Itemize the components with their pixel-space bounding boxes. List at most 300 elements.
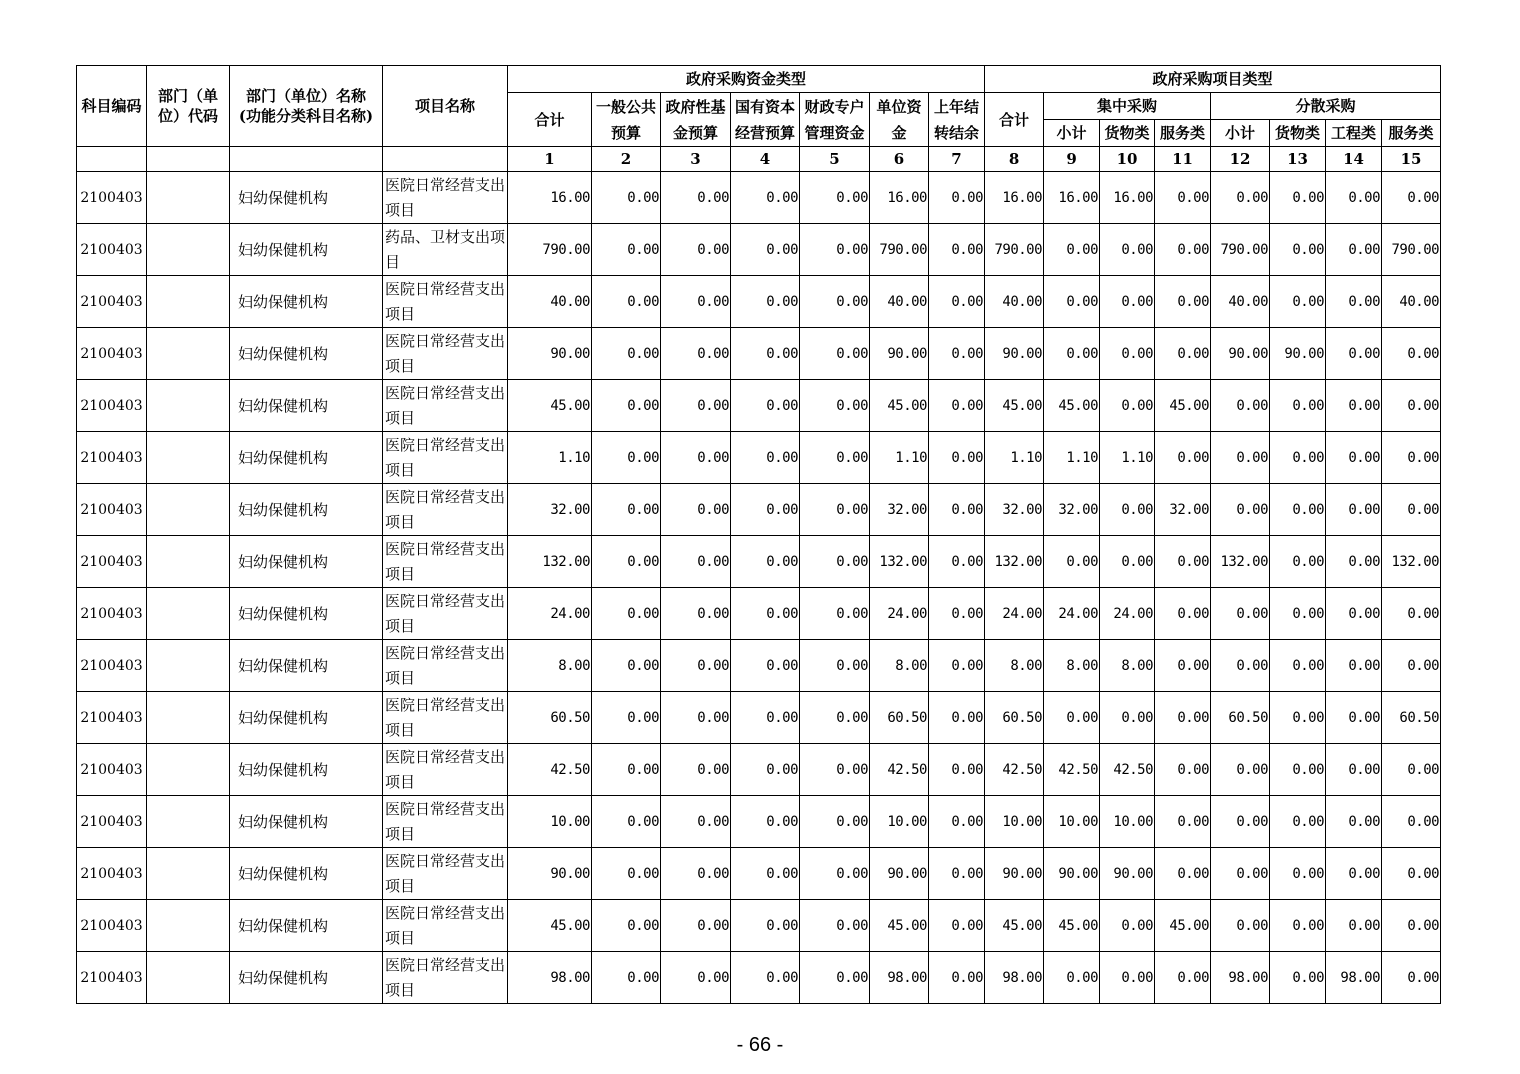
cell-subject-code: 2100403 bbox=[77, 172, 147, 224]
cell-value-col-13: 0.00 bbox=[1270, 432, 1326, 484]
cell-value-col-13: 0.00 bbox=[1270, 900, 1326, 952]
cell-value-col-5: 0.00 bbox=[800, 328, 870, 380]
cell-subject-code: 2100403 bbox=[77, 588, 147, 640]
cell-value-col-9: 16.00 bbox=[1044, 172, 1100, 224]
cell-value-col-7: 0.00 bbox=[929, 380, 985, 432]
cell-value-col-11: 0.00 bbox=[1155, 952, 1211, 1004]
cell-subject-code: 2100403 bbox=[77, 848, 147, 900]
cell-value-col-13: 0.00 bbox=[1270, 484, 1326, 536]
cell-value-col-1: 45.00 bbox=[508, 380, 592, 432]
cell-value-col-10: 0.00 bbox=[1100, 484, 1155, 536]
cell-value-col-14: 0.00 bbox=[1326, 588, 1382, 640]
cell-value-col-8: 132.00 bbox=[985, 536, 1044, 588]
cell-value-col-5: 0.00 bbox=[800, 276, 870, 328]
cell-value-col-13: 0.00 bbox=[1270, 848, 1326, 900]
cell-value-col-11: 0.00 bbox=[1155, 692, 1211, 744]
header-col-number: 1 bbox=[508, 147, 592, 172]
cell-value-col-14: 0.00 bbox=[1326, 536, 1382, 588]
cell-value-col-5: 0.00 bbox=[800, 484, 870, 536]
table-row bbox=[77, 796, 1441, 848]
cell-value-col-5: 0.00 bbox=[800, 900, 870, 952]
header-fund-line2: 金预算 bbox=[672, 123, 718, 142]
cell-value-col-7: 0.00 bbox=[929, 744, 985, 796]
cell-value-col-14: 0.00 bbox=[1326, 172, 1382, 224]
cell-value-col-4: 0.00 bbox=[731, 484, 800, 536]
cell-value-col-12: 40.00 bbox=[1211, 276, 1270, 328]
cell-value-col-8: 45.00 bbox=[985, 900, 1044, 952]
cell-value-col-10: 0.00 bbox=[1100, 952, 1155, 1004]
cell-value-col-11: 0.00 bbox=[1155, 328, 1211, 380]
table-row bbox=[77, 536, 1441, 588]
cell-value-col-2: 0.00 bbox=[592, 224, 661, 276]
cell-unit-name: 妇幼保健机构 bbox=[230, 692, 383, 744]
cell-value-col-4: 0.00 bbox=[731, 380, 800, 432]
header-decentral-sub: 小计 bbox=[1211, 120, 1270, 147]
cell-value-col-3: 0.00 bbox=[661, 796, 731, 848]
cell-value-col-11: 0.00 bbox=[1155, 172, 1211, 224]
header-col-number: 11 bbox=[1155, 147, 1211, 172]
table-row bbox=[77, 172, 1441, 224]
cell-value-col-13: 0.00 bbox=[1270, 796, 1326, 848]
cell-value-col-5: 0.00 bbox=[800, 848, 870, 900]
cell-value-col-5: 0.00 bbox=[800, 952, 870, 1004]
cell-value-col-11: 0.00 bbox=[1155, 432, 1211, 484]
header-fund-6 bbox=[870, 93, 929, 147]
cell-value-col-12: 0.00 bbox=[1211, 484, 1270, 536]
cell-value-col-2: 0.00 bbox=[592, 744, 661, 796]
cell-value-col-11: 0.00 bbox=[1155, 848, 1211, 900]
cell-subject-code: 2100403 bbox=[77, 328, 147, 380]
header-col-number: 10 bbox=[1100, 147, 1155, 172]
header-col-number: 13 bbox=[1270, 147, 1326, 172]
cell-value-col-3: 0.00 bbox=[661, 536, 731, 588]
cell-dept-code bbox=[147, 848, 230, 900]
cell-value-col-5: 0.00 bbox=[800, 692, 870, 744]
cell-dept-code bbox=[147, 276, 230, 328]
header-central-sub: 货物类 bbox=[1100, 120, 1155, 147]
header-fund-4 bbox=[731, 93, 800, 147]
cell-value-col-12: 90.00 bbox=[1211, 328, 1270, 380]
cell-value-col-13: 0.00 bbox=[1270, 640, 1326, 692]
cell-dept-code bbox=[147, 588, 230, 640]
cell-value-col-4: 0.00 bbox=[731, 588, 800, 640]
cell-value-col-8: 45.00 bbox=[985, 380, 1044, 432]
table-row bbox=[77, 276, 1441, 328]
cell-dept-code bbox=[147, 640, 230, 692]
header-group-project-type: 政府采购项目类型 bbox=[985, 66, 1441, 93]
page-number: - 66 - bbox=[736, 1034, 784, 1056]
cell-value-col-1: 24.00 bbox=[508, 588, 592, 640]
cell-value-col-4: 0.00 bbox=[731, 172, 800, 224]
cell-value-col-7: 0.00 bbox=[929, 848, 985, 900]
cell-project-name: 医院日常经营支出项目 bbox=[383, 588, 508, 640]
cell-value-col-3: 0.00 bbox=[661, 224, 731, 276]
cell-value-col-5: 0.00 bbox=[800, 744, 870, 796]
header-dept-name-line2: (功能分类科目名称) bbox=[238, 107, 374, 125]
cell-value-col-1: 42.50 bbox=[508, 744, 592, 796]
header-col-number: 2 bbox=[592, 147, 661, 172]
cell-project-name: 医院日常经营支出项目 bbox=[383, 796, 508, 848]
cell-value-col-6: 1.10 bbox=[870, 432, 929, 484]
cell-unit-name: 妇幼保健机构 bbox=[230, 640, 383, 692]
cell-value-col-15: 0.00 bbox=[1382, 380, 1441, 432]
cell-value-col-8: 98.00 bbox=[985, 952, 1044, 1004]
cell-value-col-1: 60.50 bbox=[508, 692, 592, 744]
cell-value-col-10: 0.00 bbox=[1100, 224, 1155, 276]
cell-value-col-8: 90.00 bbox=[985, 328, 1044, 380]
table-row bbox=[77, 588, 1441, 640]
cell-value-col-7: 0.00 bbox=[929, 276, 985, 328]
header-central-sub: 小计 bbox=[1044, 120, 1100, 147]
cell-value-col-15: 0.00 bbox=[1382, 744, 1441, 796]
cell-value-col-11: 45.00 bbox=[1155, 900, 1211, 952]
cell-value-col-2: 0.00 bbox=[592, 588, 661, 640]
cell-value-col-1: 10.00 bbox=[508, 796, 592, 848]
header-col-number: 5 bbox=[800, 147, 870, 172]
cell-value-col-13: 0.00 bbox=[1270, 588, 1326, 640]
table-row bbox=[77, 640, 1441, 692]
cell-value-col-10: 0.00 bbox=[1100, 536, 1155, 588]
cell-unit-name: 妇幼保健机构 bbox=[230, 484, 383, 536]
cell-subject-code: 2100403 bbox=[77, 744, 147, 796]
cell-value-col-4: 0.00 bbox=[731, 276, 800, 328]
cell-value-col-13: 0.00 bbox=[1270, 276, 1326, 328]
cell-value-col-11: 45.00 bbox=[1155, 380, 1211, 432]
cell-project-name: 医院日常经营支出项目 bbox=[383, 692, 508, 744]
cell-project-name: 医院日常经营支出项目 bbox=[383, 328, 508, 380]
cell-value-col-10: 0.00 bbox=[1100, 380, 1155, 432]
cell-value-col-7: 0.00 bbox=[929, 796, 985, 848]
header-col-number: 7 bbox=[929, 147, 985, 172]
cell-value-col-4: 0.00 bbox=[731, 900, 800, 952]
cell-value-col-1: 40.00 bbox=[508, 276, 592, 328]
cell-dept-code bbox=[147, 484, 230, 536]
cell-dept-code bbox=[147, 224, 230, 276]
cell-value-col-3: 0.00 bbox=[661, 640, 731, 692]
cell-value-col-4: 0.00 bbox=[731, 536, 800, 588]
header-col-number: 14 bbox=[1326, 147, 1382, 172]
cell-project-name: 医院日常经营支出项目 bbox=[383, 276, 508, 328]
header-fund-5 bbox=[800, 93, 870, 147]
cell-value-col-11: 0.00 bbox=[1155, 224, 1211, 276]
cell-value-col-8: 1.10 bbox=[985, 432, 1044, 484]
header-dept-name-line1: 部门（单位）名称 bbox=[245, 87, 366, 105]
cell-value-col-5: 0.00 bbox=[800, 536, 870, 588]
cell-value-col-14: 0.00 bbox=[1326, 380, 1382, 432]
cell-value-col-8: 24.00 bbox=[985, 588, 1044, 640]
cell-value-col-14: 0.00 bbox=[1326, 900, 1382, 952]
cell-project-name: 医院日常经营支出项目 bbox=[383, 744, 508, 796]
cell-value-col-9: 42.50 bbox=[1044, 744, 1100, 796]
cell-value-col-13: 0.00 bbox=[1270, 692, 1326, 744]
cell-value-col-1: 8.00 bbox=[508, 640, 592, 692]
cell-value-col-2: 0.00 bbox=[592, 172, 661, 224]
cell-value-col-8: 40.00 bbox=[985, 276, 1044, 328]
cell-dept-code bbox=[147, 744, 230, 796]
cell-value-col-9: 32.00 bbox=[1044, 484, 1100, 536]
cell-value-col-7: 0.00 bbox=[929, 640, 985, 692]
cell-project-name: 医院日常经营支出项目 bbox=[383, 172, 508, 224]
cell-value-col-12: 132.00 bbox=[1211, 536, 1270, 588]
cell-unit-name: 妇幼保健机构 bbox=[230, 536, 383, 588]
cell-value-col-4: 0.00 bbox=[731, 224, 800, 276]
cell-value-col-13: 0.00 bbox=[1270, 172, 1326, 224]
cell-value-col-9: 45.00 bbox=[1044, 380, 1100, 432]
cell-value-col-2: 0.00 bbox=[592, 328, 661, 380]
cell-value-col-10: 0.00 bbox=[1100, 900, 1155, 952]
cell-value-col-13: 90.00 bbox=[1270, 328, 1326, 380]
cell-value-col-5: 0.00 bbox=[800, 796, 870, 848]
cell-value-col-14: 0.00 bbox=[1326, 640, 1382, 692]
cell-value-col-6: 8.00 bbox=[870, 640, 929, 692]
cell-value-col-14: 98.00 bbox=[1326, 952, 1382, 1004]
cell-value-col-3: 0.00 bbox=[661, 952, 731, 1004]
cell-value-col-3: 0.00 bbox=[661, 588, 731, 640]
cell-value-col-9: 90.00 bbox=[1044, 848, 1100, 900]
header-fund-1 bbox=[508, 93, 592, 147]
header-fund-line1: 上年结 bbox=[934, 97, 980, 116]
cell-value-col-13: 0.00 bbox=[1270, 536, 1326, 588]
cell-value-col-8: 42.50 bbox=[985, 744, 1044, 796]
cell-project-name: 医院日常经营支出项目 bbox=[383, 900, 508, 952]
cell-value-col-2: 0.00 bbox=[592, 952, 661, 1004]
cell-value-col-7: 0.00 bbox=[929, 536, 985, 588]
cell-value-col-11: 0.00 bbox=[1155, 536, 1211, 588]
cell-unit-name: 妇幼保健机构 bbox=[230, 380, 383, 432]
cell-dept-code bbox=[147, 328, 230, 380]
cell-value-col-8: 90.00 bbox=[985, 848, 1044, 900]
cell-subject-code: 2100403 bbox=[77, 276, 147, 328]
cell-value-col-5: 0.00 bbox=[800, 432, 870, 484]
header-fund-line1: 合计 bbox=[534, 110, 565, 129]
cell-dept-code bbox=[147, 952, 230, 1004]
table-row bbox=[77, 380, 1441, 432]
header-col-number: 6 bbox=[870, 147, 929, 172]
cell-value-col-12: 0.00 bbox=[1211, 432, 1270, 484]
cell-value-col-12: 0.00 bbox=[1211, 900, 1270, 952]
cell-value-col-3: 0.00 bbox=[661, 432, 731, 484]
header-col-number: 3 bbox=[661, 147, 731, 172]
cell-value-col-15: 0.00 bbox=[1382, 328, 1441, 380]
header-fund-line1: 政府性基 bbox=[665, 97, 726, 116]
cell-value-col-2: 0.00 bbox=[592, 484, 661, 536]
header-fund-line2: 管理资金 bbox=[804, 123, 865, 142]
cell-project-name: 医院日常经营支出项目 bbox=[383, 380, 508, 432]
header-col-number: 9 bbox=[1044, 147, 1100, 172]
cell-value-col-1: 45.00 bbox=[508, 900, 592, 952]
cell-value-col-6: 45.00 bbox=[870, 380, 929, 432]
cell-value-col-5: 0.00 bbox=[800, 640, 870, 692]
cell-value-col-9: 1.10 bbox=[1044, 432, 1100, 484]
cell-value-col-4: 0.00 bbox=[731, 796, 800, 848]
header-fund-line2: 预算 bbox=[610, 123, 641, 142]
cell-dept-code bbox=[147, 796, 230, 848]
header-fund-7 bbox=[929, 93, 985, 147]
cell-project-name: 医院日常经营支出项目 bbox=[383, 848, 508, 900]
cell-value-col-14: 0.00 bbox=[1326, 692, 1382, 744]
header-num-spacer bbox=[230, 147, 383, 172]
table-row bbox=[77, 484, 1441, 536]
cell-value-col-15: 0.00 bbox=[1382, 588, 1441, 640]
cell-value-col-6: 24.00 bbox=[870, 588, 929, 640]
header-project: 项目名称 bbox=[383, 66, 508, 147]
cell-subject-code: 2100403 bbox=[77, 536, 147, 588]
header-central: 集中采购 bbox=[1044, 93, 1211, 120]
cell-unit-name: 妇幼保健机构 bbox=[230, 432, 383, 484]
cell-value-col-14: 0.00 bbox=[1326, 484, 1382, 536]
cell-value-col-6: 790.00 bbox=[870, 224, 929, 276]
cell-value-col-2: 0.00 bbox=[592, 536, 661, 588]
cell-project-name: 药品、卫材支出项目 bbox=[383, 224, 508, 276]
cell-value-col-12: 790.00 bbox=[1211, 224, 1270, 276]
cell-value-col-3: 0.00 bbox=[661, 276, 731, 328]
cell-subject-code: 2100403 bbox=[77, 640, 147, 692]
cell-value-col-7: 0.00 bbox=[929, 588, 985, 640]
cell-value-col-9: 45.00 bbox=[1044, 900, 1100, 952]
cell-dept-code bbox=[147, 172, 230, 224]
cell-subject-code: 2100403 bbox=[77, 380, 147, 432]
cell-value-col-8: 8.00 bbox=[985, 640, 1044, 692]
cell-value-col-12: 0.00 bbox=[1211, 796, 1270, 848]
cell-value-col-14: 0.00 bbox=[1326, 432, 1382, 484]
cell-project-name: 医院日常经营支出项目 bbox=[383, 952, 508, 1004]
cell-value-col-15: 0.00 bbox=[1382, 484, 1441, 536]
cell-value-col-12: 0.00 bbox=[1211, 640, 1270, 692]
cell-value-col-12: 0.00 bbox=[1211, 380, 1270, 432]
cell-value-col-1: 32.00 bbox=[508, 484, 592, 536]
cell-value-col-3: 0.00 bbox=[661, 900, 731, 952]
cell-value-col-6: 10.00 bbox=[870, 796, 929, 848]
header-fund-line2: 金 bbox=[891, 123, 907, 142]
table-row bbox=[77, 900, 1441, 952]
cell-value-col-9: 0.00 bbox=[1044, 692, 1100, 744]
cell-value-col-12: 0.00 bbox=[1211, 848, 1270, 900]
cell-value-col-6: 45.00 bbox=[870, 900, 929, 952]
header-central-sub: 服务类 bbox=[1155, 120, 1211, 147]
table-row bbox=[77, 744, 1441, 796]
cell-value-col-2: 0.00 bbox=[592, 432, 661, 484]
cell-value-col-9: 0.00 bbox=[1044, 224, 1100, 276]
cell-value-col-6: 132.00 bbox=[870, 536, 929, 588]
cell-value-col-8: 790.00 bbox=[985, 224, 1044, 276]
cell-subject-code: 2100403 bbox=[77, 484, 147, 536]
cell-dept-code bbox=[147, 692, 230, 744]
cell-value-col-3: 0.00 bbox=[661, 172, 731, 224]
header-num-spacer bbox=[77, 147, 147, 172]
cell-value-col-1: 98.00 bbox=[508, 952, 592, 1004]
cell-value-col-11: 0.00 bbox=[1155, 744, 1211, 796]
cell-value-col-4: 0.00 bbox=[731, 432, 800, 484]
cell-value-col-6: 98.00 bbox=[870, 952, 929, 1004]
cell-value-col-14: 0.00 bbox=[1326, 796, 1382, 848]
table-row bbox=[77, 692, 1441, 744]
cell-value-col-10: 0.00 bbox=[1100, 328, 1155, 380]
cell-project-name: 医院日常经营支出项目 bbox=[383, 536, 508, 588]
header-fund-line1: 财政专户 bbox=[804, 97, 865, 116]
header-fund-line1: 一般公共 bbox=[595, 97, 656, 116]
cell-value-col-13: 0.00 bbox=[1270, 224, 1326, 276]
cell-value-col-8: 32.00 bbox=[985, 484, 1044, 536]
cell-value-col-14: 0.00 bbox=[1326, 848, 1382, 900]
cell-value-col-9: 8.00 bbox=[1044, 640, 1100, 692]
cell-unit-name: 妇幼保健机构 bbox=[230, 276, 383, 328]
cell-value-col-9: 0.00 bbox=[1044, 536, 1100, 588]
header-fund-line1: 国有资本 bbox=[734, 97, 795, 116]
cell-subject-code: 2100403 bbox=[77, 952, 147, 1004]
header-col-number: 8 bbox=[985, 147, 1044, 172]
cell-value-col-6: 60.50 bbox=[870, 692, 929, 744]
cell-value-col-9: 0.00 bbox=[1044, 952, 1100, 1004]
cell-value-col-10: 16.00 bbox=[1100, 172, 1155, 224]
cell-value-col-15: 0.00 bbox=[1382, 900, 1441, 952]
cell-value-col-5: 0.00 bbox=[800, 380, 870, 432]
cell-value-col-5: 0.00 bbox=[800, 172, 870, 224]
cell-value-col-3: 0.00 bbox=[661, 692, 731, 744]
cell-value-col-9: 0.00 bbox=[1044, 328, 1100, 380]
cell-dept-code bbox=[147, 536, 230, 588]
cell-value-col-1: 1.10 bbox=[508, 432, 592, 484]
header-fund-3 bbox=[661, 93, 731, 147]
cell-value-col-8: 16.00 bbox=[985, 172, 1044, 224]
cell-value-col-11: 0.00 bbox=[1155, 588, 1211, 640]
cell-value-col-6: 40.00 bbox=[870, 276, 929, 328]
cell-value-col-7: 0.00 bbox=[929, 224, 985, 276]
cell-unit-name: 妇幼保健机构 bbox=[230, 900, 383, 952]
cell-value-col-7: 0.00 bbox=[929, 484, 985, 536]
table-row bbox=[77, 848, 1441, 900]
header-type-total: 合计 bbox=[985, 93, 1044, 147]
header-decentral-sub: 服务类 bbox=[1382, 120, 1441, 147]
cell-value-col-6: 42.50 bbox=[870, 744, 929, 796]
cell-value-col-15: 0.00 bbox=[1382, 796, 1441, 848]
cell-value-col-7: 0.00 bbox=[929, 692, 985, 744]
cell-value-col-11: 0.00 bbox=[1155, 276, 1211, 328]
header-fund-2 bbox=[592, 93, 661, 147]
procurement-table bbox=[76, 65, 1441, 1004]
cell-value-col-15: 0.00 bbox=[1382, 952, 1441, 1004]
cell-value-col-1: 16.00 bbox=[508, 172, 592, 224]
cell-value-col-15: 790.00 bbox=[1382, 224, 1441, 276]
cell-value-col-15: 0.00 bbox=[1382, 172, 1441, 224]
cell-dept-code bbox=[147, 432, 230, 484]
cell-value-col-9: 24.00 bbox=[1044, 588, 1100, 640]
cell-value-col-4: 0.00 bbox=[731, 640, 800, 692]
cell-value-col-2: 0.00 bbox=[592, 640, 661, 692]
cell-value-col-14: 0.00 bbox=[1326, 276, 1382, 328]
cell-value-col-4: 0.00 bbox=[731, 952, 800, 1004]
header-col-number: 15 bbox=[1382, 147, 1441, 172]
cell-value-col-1: 132.00 bbox=[508, 536, 592, 588]
cell-value-col-12: 0.00 bbox=[1211, 744, 1270, 796]
cell-value-col-3: 0.00 bbox=[661, 848, 731, 900]
cell-value-col-8: 10.00 bbox=[985, 796, 1044, 848]
header-group-funds: 政府采购资金类型 bbox=[508, 66, 985, 93]
cell-value-col-4: 0.00 bbox=[731, 692, 800, 744]
cell-project-name: 医院日常经营支出项目 bbox=[383, 640, 508, 692]
cell-value-col-2: 0.00 bbox=[592, 796, 661, 848]
cell-value-col-2: 0.00 bbox=[592, 848, 661, 900]
cell-value-col-7: 0.00 bbox=[929, 172, 985, 224]
cell-value-col-2: 0.00 bbox=[592, 692, 661, 744]
cell-value-col-13: 0.00 bbox=[1270, 952, 1326, 1004]
cell-unit-name: 妇幼保健机构 bbox=[230, 744, 383, 796]
cell-subject-code: 2100403 bbox=[77, 796, 147, 848]
cell-value-col-15: 132.00 bbox=[1382, 536, 1441, 588]
cell-value-col-4: 0.00 bbox=[731, 328, 800, 380]
cell-unit-name: 妇幼保健机构 bbox=[230, 172, 383, 224]
cell-value-col-3: 0.00 bbox=[661, 328, 731, 380]
cell-value-col-2: 0.00 bbox=[592, 276, 661, 328]
